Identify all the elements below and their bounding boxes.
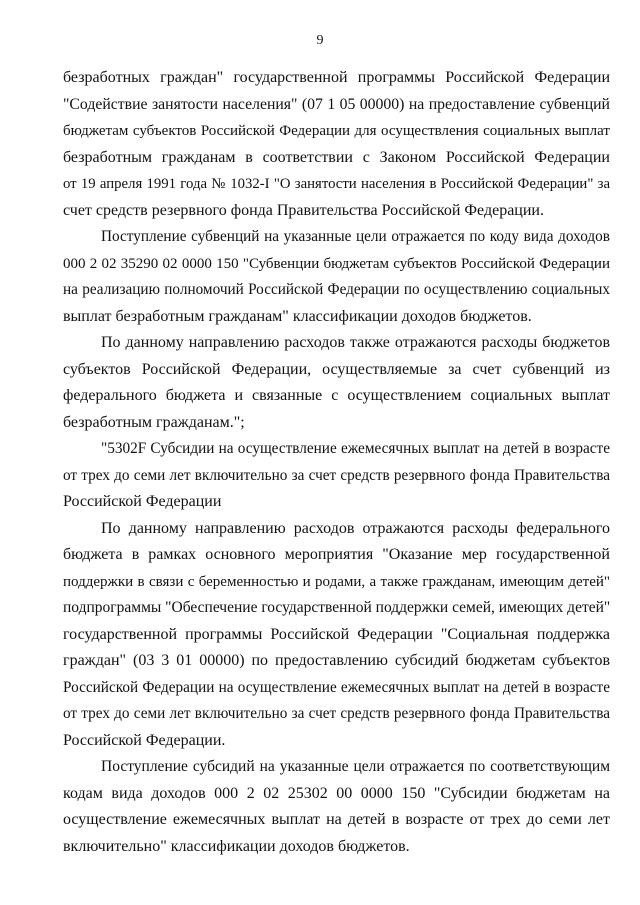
text-line: федерального бюджета и связанные с осуществлением социальных выплат xyxy=(63,387,610,404)
text-line: на реализацию полномочий Российской Федерации по осуществлению социальных xyxy=(63,281,610,298)
text-line: безработным гражданам в соответствии с Законом Российской Федерации xyxy=(63,148,610,166)
text-line: выплат безработным гражданам" классификации доходов бюджетов. xyxy=(63,307,532,325)
text-line: счет средств резервного фонда Правительства Российской Федерации. xyxy=(63,201,544,219)
paragraph xyxy=(63,754,610,860)
text-line: бюджетам субъектов Российской Федерации для осуществления социальных выплат xyxy=(63,123,610,139)
text-line: кодам вида доходов 000 2 02 25302 00 0000 150 "Субсидии бюджетам на xyxy=(63,784,610,802)
text-line: По данному направлению расходов также отражаются расходы бюджетов xyxy=(101,334,610,351)
text-line: Российской Федерации на осуществление ежемесячных выплат на детей в возрасте xyxy=(63,678,610,696)
text-line: По данному направлению расходов отражаются расходы федерального xyxy=(101,519,610,537)
text-line: от 19 апреля 1991 года № 1032-I "О занятости населения в Российской Федерации" за xyxy=(63,176,610,192)
paragraph xyxy=(63,65,610,224)
text-line: граждан" (03 3 01 00000) по предоставлению субсидий бюджетам субъектов xyxy=(63,652,610,669)
document-body xyxy=(63,65,610,860)
page-number: 9 xyxy=(316,33,324,48)
text-line: осуществление ежемесячных выплат на детей в возрасте от трех до семи лет xyxy=(63,811,610,828)
text-line: от трех до семи лет включительно за счет средств резервного фонда Правительства xyxy=(63,705,610,722)
text-line: Поступление субвенций на указанные цели отражается по коду вида доходов xyxy=(101,228,610,245)
text-line: Поступление субсидий на указанные цели отражается по соответствующим xyxy=(101,758,610,775)
text-line: безработных граждан" государственной программы Российской Федерации xyxy=(63,69,610,86)
paragraph xyxy=(63,436,610,516)
text-line: безработным гражданам."; xyxy=(63,413,245,431)
text-line: включительно" классификации доходов бюджетов. xyxy=(63,837,410,855)
text-line: от трех до семи лет включительно за счет средств резервного фонда Правительства xyxy=(63,466,610,484)
text-line: субъектов Российской Федерации, осуществляемые за счет субвенций из xyxy=(63,360,610,378)
text-line: государственной программы Российской Федерации "Социальная поддержка xyxy=(63,625,610,643)
text-line: Российской Федерации. xyxy=(63,731,226,749)
text-line: поддержки в связи с беременностью и родами, а также гражданам, имеющим детей" xyxy=(63,573,610,590)
text-line: бюджета в рамках основного мероприятия "Оказание мер государственной xyxy=(63,546,610,563)
paragraph xyxy=(63,516,610,755)
paragraph xyxy=(63,224,610,330)
paragraph xyxy=(63,330,610,436)
text-line: подпрограммы "Обеспечение государственной поддержки семей, имеющих детей" xyxy=(63,599,611,616)
text-line: "Содействие занятости населения" (07 1 05 00000) на предоставление субвенций xyxy=(63,95,610,113)
text-line: 000 2 02 35290 02 0000 150 "Субвенции бюджетам субъектов Российской Федерации xyxy=(63,255,610,272)
text-line: "5302F Субсидии на осуществление ежемесячных выплат на детей в возрасте xyxy=(101,440,610,457)
text-line: Российской Федерации xyxy=(63,493,222,510)
